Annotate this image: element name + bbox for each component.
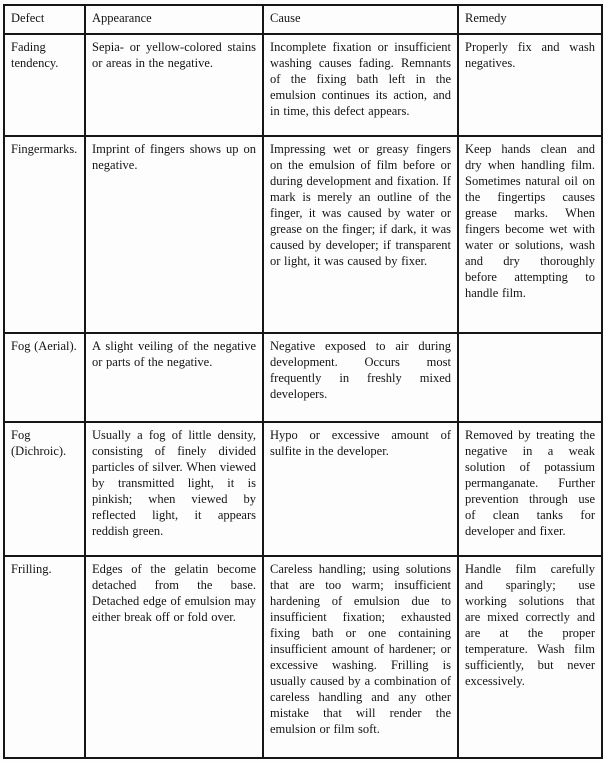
cause-cell: Careless handling; using solutions that are too warm; insufficient hardening of emulsion due to insufficient fixation; exhausted fixing bath or one containing insufficient amount of hardener; or excessive washing. Frilling is usually caused by a combination of careless handling and any other mistake that will render the emulsion or film soft. bbox=[263, 556, 458, 758]
defect-cell: Fading tendency. bbox=[4, 34, 85, 136]
cause-cell: Negative exposed to air during development. Occurs most frequently in freshly mixed developers. bbox=[263, 333, 458, 422]
defect-cell: Fog (Aerial). bbox=[4, 333, 85, 422]
remedy-cell bbox=[458, 333, 602, 422]
table-row-fading-tendency bbox=[4, 34, 602, 136]
appearance-cell: Imprint of fingers shows up on negative. bbox=[85, 136, 263, 333]
column-header-remedy: Remedy bbox=[458, 5, 602, 34]
table-row-fingermarks bbox=[4, 136, 602, 333]
table-row-fog-aerial bbox=[4, 333, 602, 422]
table-row-fog-dichroic bbox=[4, 422, 602, 556]
table-row-frilling bbox=[4, 556, 602, 758]
cause-cell: Hypo or excessive amount of sulfite in the developer. bbox=[263, 422, 458, 556]
appearance-cell: Edges of the gelatin become detached from the base. Detached edge of emulsion may either break off or fold over. bbox=[85, 556, 263, 758]
appearance-cell: Usually a fog of little density, consisting of finely divided particles of silver. When viewed by transmitted light, it is pinkish; when viewed by reflected light, it appears reddish green. bbox=[85, 422, 263, 556]
defect-cell: Fog (Dichroic). bbox=[4, 422, 85, 556]
appearance-cell: A slight veiling of the negative or parts of the negative. bbox=[85, 333, 263, 422]
column-header-defect: Defect bbox=[4, 5, 85, 34]
cause-cell: Impressing wet or greasy fingers on the emulsion of film before or during development and fixation. If mark is merely an outline of the finger, it was caused by water or grease on the finger; if dark, it was caused by developer; if transparent or light, it was caused by fixer. bbox=[263, 136, 458, 333]
remedy-cell: Properly fix and wash negatives. bbox=[458, 34, 602, 136]
appearance-cell: Sepia- or yellow-colored stains or areas in the negative. bbox=[85, 34, 263, 136]
column-header-cause: Cause bbox=[263, 5, 458, 34]
film-defects-table bbox=[3, 4, 603, 759]
remedy-cell: Keep hands clean and dry when handling film. Sometimes natural oil on the fingertips causes grease marks. When fingers become wet with water or solutions, wash and dry thoroughly before attempting to handle film. bbox=[458, 136, 602, 333]
remedy-cell: Handle film carefully and sparingly; use working solutions that are mixed correctly and are at the proper temperature. Wash film sufficiently, but never excessively. bbox=[458, 556, 602, 758]
header-row bbox=[4, 5, 602, 34]
cause-cell: Incomplete fixation or insufficient washing causes fading. Remnants of the fixing bath left in the emulsion continues its action, and in time, this defect appears. bbox=[263, 34, 458, 136]
defect-cell: Frilling. bbox=[4, 556, 85, 758]
remedy-cell: Removed by treating the negative in a weak solution of potassium permanganate. Further prevention through use of clean tanks for developer and fixer. bbox=[458, 422, 602, 556]
defect-cell: Fingermarks. bbox=[4, 136, 85, 333]
column-header-appearance: Appearance bbox=[85, 5, 263, 34]
